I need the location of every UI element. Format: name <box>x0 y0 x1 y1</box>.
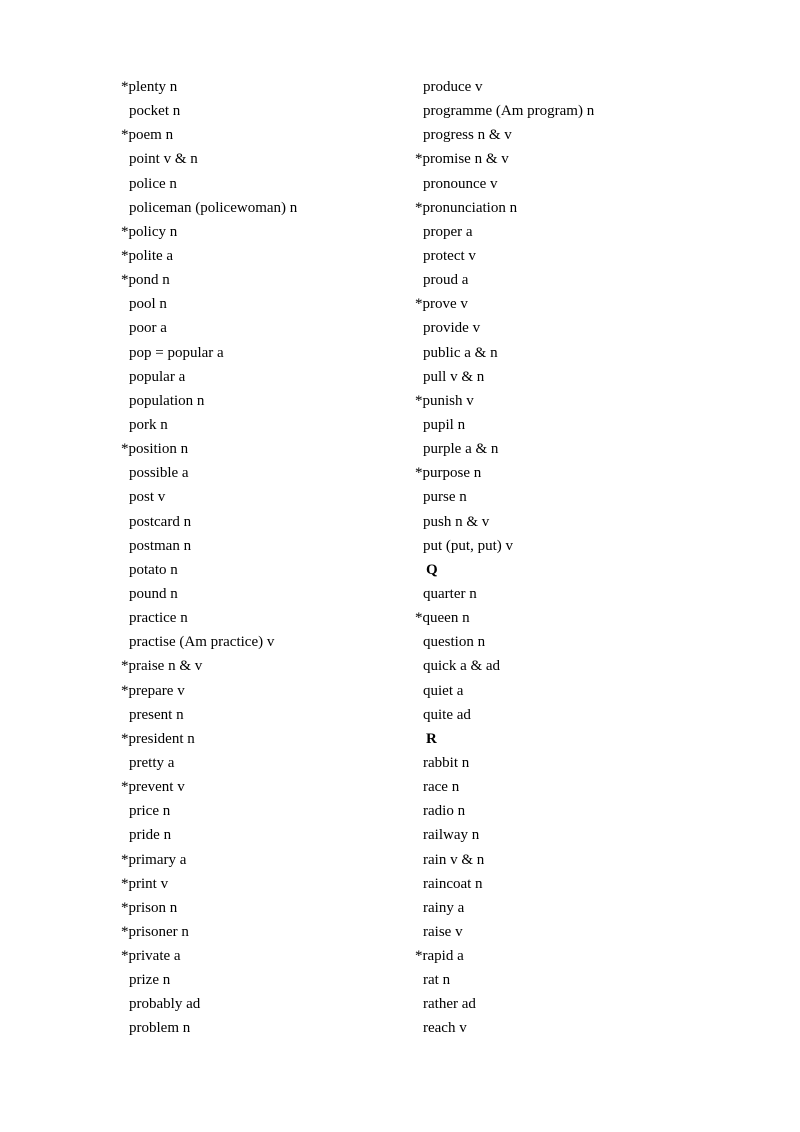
word-entry: purse n <box>423 489 467 506</box>
word-entry: pocket n <box>129 103 181 120</box>
word-entry: pride n <box>129 827 172 844</box>
word-entry: programme (Am program) n <box>423 103 595 120</box>
word-entry: progress n & v <box>423 127 512 144</box>
word-entry: *promise n & v <box>415 151 509 168</box>
word-entry: radio n <box>423 803 466 820</box>
word-entry: population n <box>129 392 205 409</box>
word-entry: potato n <box>129 561 178 578</box>
word-entry: present n <box>129 706 184 723</box>
word-entry: pretty a <box>129 754 175 771</box>
word-entry: proper a <box>423 223 473 240</box>
word-entry: *policy n <box>121 223 178 240</box>
word-entry: possible a <box>129 465 189 482</box>
word-entry: pool n <box>129 296 167 313</box>
word-entry: rabbit n <box>423 754 470 771</box>
word-entry: pupil n <box>423 416 466 433</box>
word-entry: practice n <box>129 610 188 627</box>
word-entry: protect v <box>423 247 476 264</box>
word-entry: provide v <box>423 320 481 337</box>
word-entry: rather ad <box>423 996 476 1013</box>
word-entry: pull v & n <box>423 368 485 385</box>
word-entry: proud a <box>423 272 469 289</box>
word-entry: pound n <box>129 585 178 602</box>
word-entry: rain v & n <box>423 851 485 868</box>
section-letter-heading: R <box>426 730 437 747</box>
word-entry: quiet a <box>423 682 464 699</box>
word-entry: *prisoner n <box>121 923 189 940</box>
word-entry: reach v <box>423 1020 467 1037</box>
word-entry: *president n <box>121 730 195 747</box>
word-entry: *private a <box>121 948 181 965</box>
word-entry: raincoat n <box>423 875 483 892</box>
word-entry: question n <box>423 634 486 651</box>
word-entry: public a & n <box>423 344 498 361</box>
word-entry: push n & v <box>423 513 490 530</box>
word-entry: pronounce v <box>423 175 498 192</box>
word-entry: *poem n <box>121 127 174 144</box>
word-entry: *plenty n <box>121 79 178 95</box>
word-entry: police n <box>129 175 177 192</box>
word-entry: *polite a <box>121 247 174 264</box>
word-entry: produce v <box>423 79 483 95</box>
word-entry: *prove v <box>415 296 468 313</box>
word-entry: *rapid a <box>415 948 464 965</box>
word-list-right-column <box>415 75 715 1041</box>
word-entry: quite ad <box>423 706 471 723</box>
word-entry: point v & n <box>129 151 198 168</box>
word-list-left-column <box>121 75 421 1041</box>
word-entry: *prepare v <box>121 682 185 699</box>
section-letter-heading: Q <box>426 561 438 578</box>
word-entry: policeman (policewoman) n <box>129 199 298 216</box>
word-entry: *pond n <box>121 272 170 289</box>
word-entry: purple a & n <box>423 441 499 458</box>
word-entry: probably ad <box>129 996 201 1013</box>
word-entry: railway n <box>423 827 480 844</box>
word-entry: race n <box>423 779 460 796</box>
word-entry: *position n <box>121 441 189 458</box>
word-entry: put (put, put) v <box>423 537 513 554</box>
word-entry: pork n <box>129 416 168 433</box>
word-entry: *punish v <box>415 392 474 409</box>
word-entry: price n <box>129 803 171 820</box>
word-entry: prize n <box>129 972 171 989</box>
word-entry: postcard n <box>129 513 192 530</box>
word-entry: *prison n <box>121 899 178 916</box>
word-entry: *queen n <box>415 610 470 627</box>
word-entry: quarter n <box>423 585 477 602</box>
word-entry: problem n <box>129 1020 191 1037</box>
word-entry: pop = popular a <box>129 344 224 361</box>
word-entry: *praise n & v <box>121 658 203 675</box>
word-entry: popular a <box>129 368 186 385</box>
word-entry: quick a & ad <box>423 658 501 675</box>
word-entry: poor a <box>129 320 167 337</box>
word-entry: rat n <box>423 972 451 989</box>
word-entry: raise v <box>423 923 463 940</box>
word-entry: post v <box>129 489 166 506</box>
word-entry: practise (Am practice) v <box>129 634 275 651</box>
word-entry: postman n <box>129 537 192 554</box>
word-entry: *purpose n <box>415 465 482 482</box>
word-entry: *prevent v <box>121 779 185 796</box>
word-entry: rainy a <box>423 899 465 916</box>
word-entry: *primary a <box>121 851 187 868</box>
word-entry: *print v <box>121 875 169 892</box>
word-entry: *pronunciation n <box>415 199 518 216</box>
